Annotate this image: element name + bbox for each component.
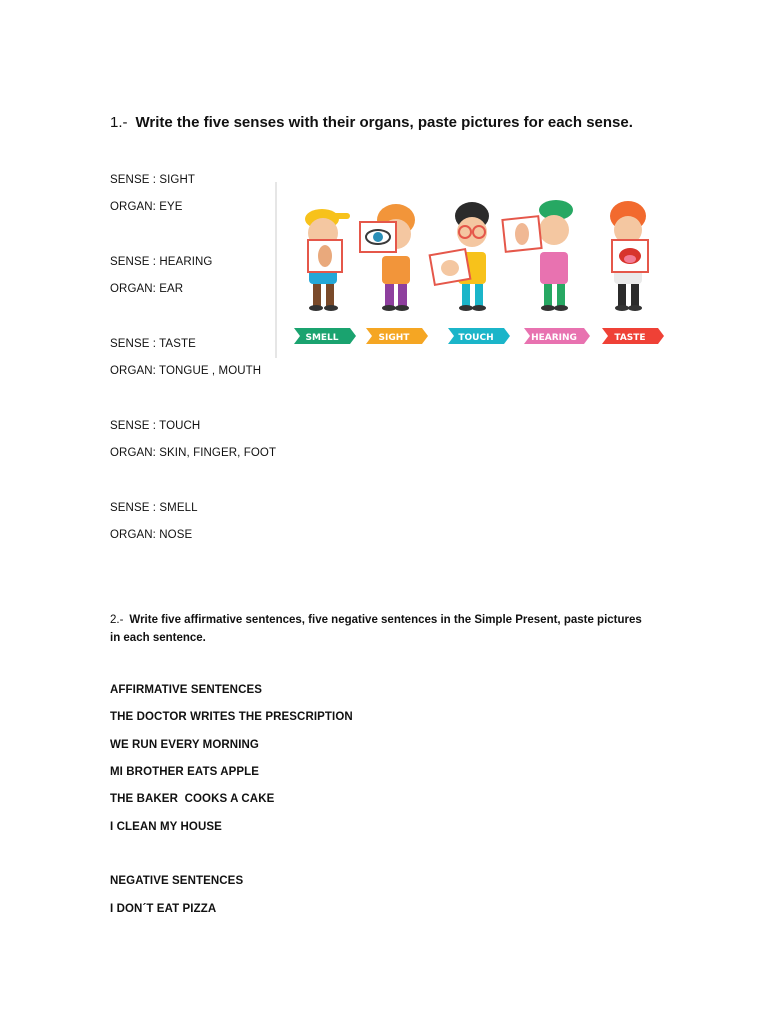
- affirmative-sentence-3: MI BROTHER EATS APPLE: [110, 766, 260, 778]
- question-1-heading: [110, 114, 633, 131]
- image-divider: [275, 182, 277, 358]
- organ-line-sight: ORGAN: EYE: [110, 201, 183, 213]
- kid-sight-figure: [360, 204, 415, 311]
- label-taste: [602, 328, 664, 344]
- affirmative-sentence-1: THE DOCTOR WRITES THE PRESCRIPTION: [110, 711, 353, 723]
- organ-line-touch: ORGAN: SKIN, FINGER, FOOT: [110, 447, 277, 459]
- affirmative-sentence-2: WE RUN EVERY MORNING: [110, 739, 259, 751]
- question-1-number: 1.-: [110, 114, 128, 131]
- sense-line-smell: SENSE : SMELL: [110, 502, 198, 514]
- label-smell-text: SMELL: [305, 333, 339, 343]
- sense-line-sight: SENSE : SIGHT: [110, 174, 196, 186]
- affirmative-sentence-5: I CLEAN MY HOUSE: [110, 821, 222, 833]
- negative-heading: NEGATIVE SENTENCES: [110, 875, 244, 887]
- question-2-prompt: Write five affirmative sentences, five negative sentences in the Simple Present, paste pictures in each sentence.: [110, 614, 642, 644]
- kid-taste-figure: [610, 201, 648, 311]
- organ-line-hearing: ORGAN: EAR: [110, 283, 184, 295]
- question-2-number: 2.-: [110, 614, 124, 626]
- label-taste-text: TASTE: [614, 333, 646, 343]
- kid-smell-figure: [305, 209, 350, 311]
- affirmative-sentence-4: THE BAKER COOKS A CAKE: [110, 793, 275, 805]
- label-touch: [448, 328, 510, 344]
- kid-hearing-figure: [502, 200, 573, 311]
- sense-line-hearing: SENSE : HEARING: [110, 256, 213, 268]
- organ-line-smell: ORGAN: NOSE: [110, 529, 193, 541]
- five-senses-illustration: [282, 188, 666, 354]
- kid-touch-figure: [430, 202, 489, 311]
- label-smell: [294, 328, 356, 344]
- label-sight-text: SIGHT: [378, 333, 410, 343]
- question-2-heading: [110, 611, 650, 647]
- sense-line-taste: SENSE : TASTE: [110, 338, 196, 350]
- question-1-prompt: Write the five senses with their organs, paste pictures for each sense.: [135, 114, 633, 131]
- label-sight: [366, 328, 428, 344]
- label-hearing: [524, 328, 590, 344]
- sense-line-touch: SENSE : TOUCH: [110, 420, 201, 432]
- affirmative-heading: AFFIRMATIVE SENTENCES: [110, 684, 263, 696]
- label-hearing-text: HEARING: [531, 333, 577, 343]
- organ-line-taste: ORGAN: TONGUE , MOUTH: [110, 365, 262, 377]
- negative-sentence-1: I DON´T EAT PIZZA: [110, 903, 217, 915]
- label-touch-text: TOUCH: [458, 333, 494, 343]
